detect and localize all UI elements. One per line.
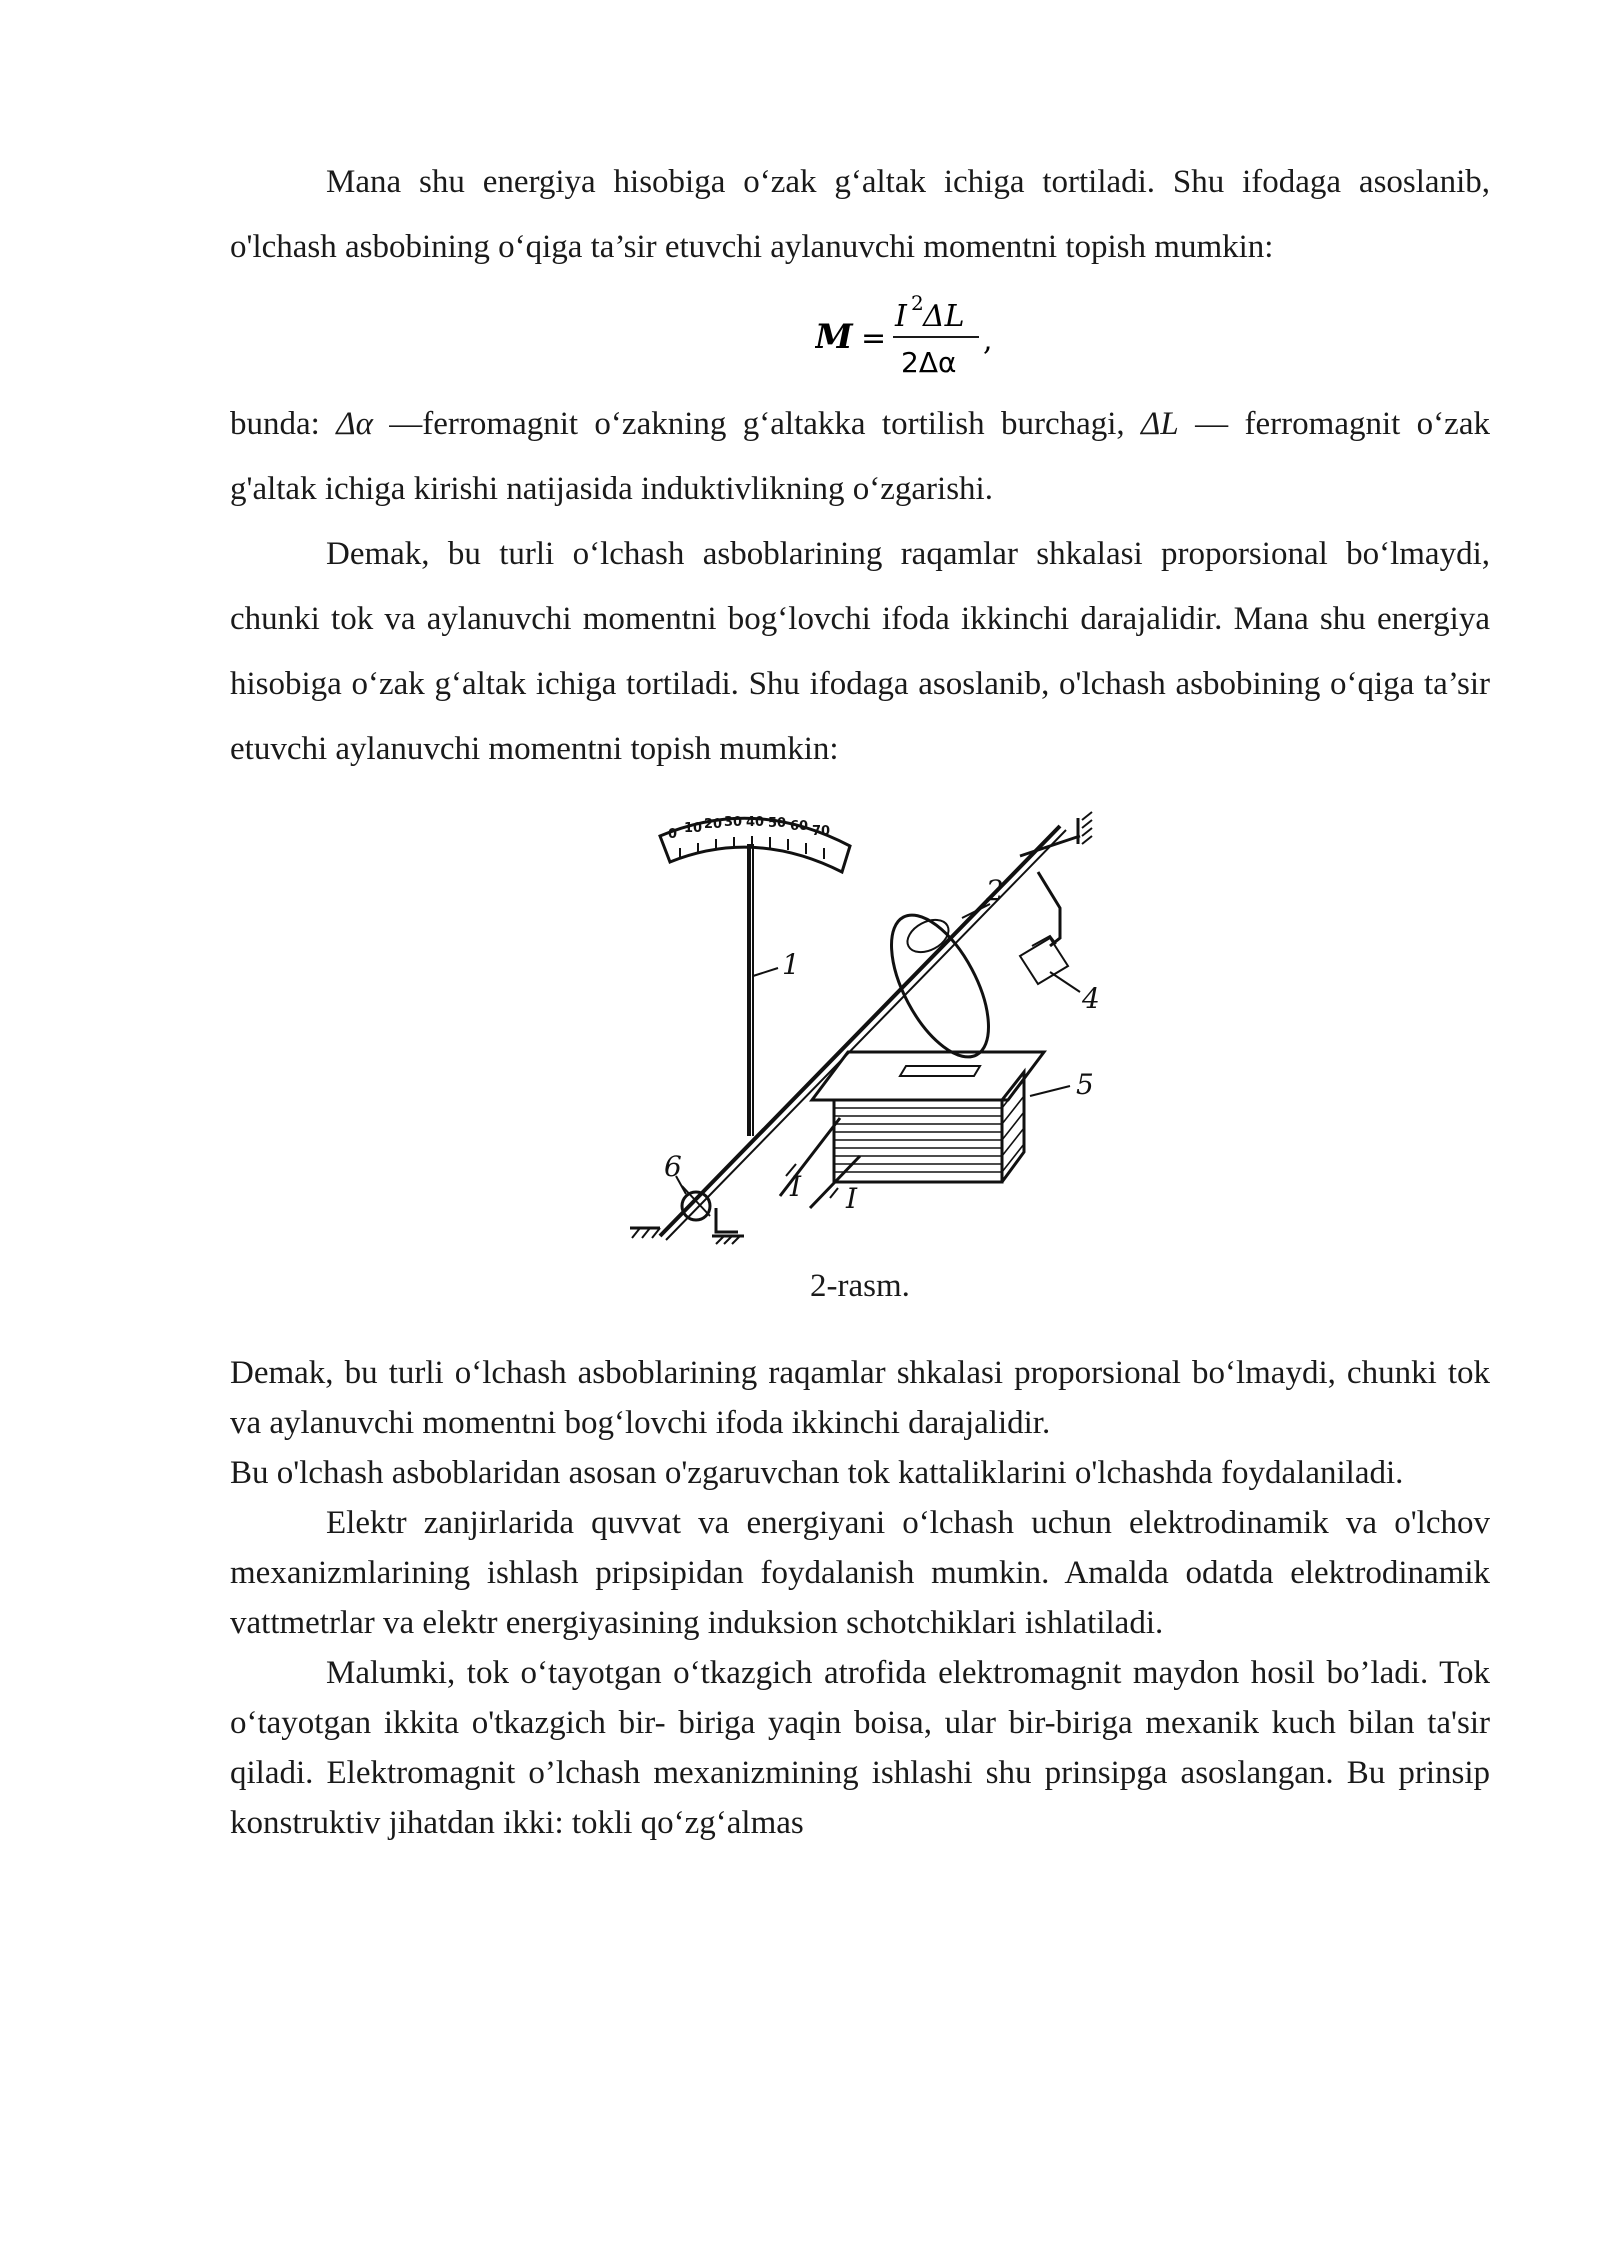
formula-num-rest: ΔL — [923, 299, 965, 334]
figure-2 — [230, 796, 1490, 1256]
electromagnetic-instrument-diagram — [620, 796, 1140, 1256]
vane-disc — [872, 900, 1009, 1072]
formula-block — [230, 280, 1490, 392]
top-ground-hatch — [1082, 812, 1092, 844]
scale-number: 60 — [790, 819, 809, 834]
scale-number: 10 — [684, 821, 703, 836]
paragraph-2 — [230, 392, 1490, 522]
delta-l-symbol: ΔL — [1141, 406, 1179, 442]
formula-lhs: M — [815, 317, 853, 357]
scale-number: 0 — [668, 827, 678, 842]
torque-formula — [815, 284, 1015, 384]
p2-mid: —ferromagnit o‘zakning g‘altakka tortilish burchagi, — [372, 406, 1142, 442]
label-vane: 2 — [986, 874, 1004, 907]
coil-body — [834, 1100, 1002, 1182]
label-coil: 5 — [1076, 1068, 1094, 1101]
paragraph-3: Demak, bu turli o‘lchash asboblarining raqamlar shkalasi proporsional bo‘lmaydi, chunki tok va aylanuvchi momentni bog‘lovchi ifoda ikkinchi darajalidir. Mana shu energiya hisobiga o‘zak g‘altak ichiga tortiladi. Shu ifodaga asoslanib, o'lchash asbobining o‘qiga ta’sir etuvchi aylanuvchi momentni topish mumkin: — [230, 536, 1490, 767]
scale-number: 70 — [812, 824, 831, 839]
label-bearing: 6 — [664, 1150, 682, 1183]
p2-suffix: — ferromagnit o‘zak g'altak ichiga kirishi natijasida induktivlikning o‘zgarishi. — [230, 406, 1490, 507]
coil-windings — [834, 1080, 1024, 1172]
scale-number: 50 — [768, 816, 787, 831]
bearing-ball — [682, 1192, 710, 1220]
formula-equals: = — [861, 321, 887, 356]
label-current-out: I — [846, 1182, 858, 1215]
scale-number: 20 — [704, 817, 723, 832]
document-page — [230, 150, 1490, 1848]
scale-number: 30 — [724, 815, 743, 830]
diagram-linework — [630, 812, 1092, 1244]
formula-trailing-comma: , — [983, 323, 993, 358]
label-current-in: I — [790, 1170, 802, 1203]
paragraph-1: Mana shu energiya hisobiga o‘zak g‘altak ichiga tortiladi. Shu ifodaga asoslanib, o'lchash asbobining o‘qiga ta’sir etuvchi aylanuvchi momentni topish mumkin: — [230, 164, 1490, 265]
formula-denominator: 2Δα — [901, 346, 957, 379]
delta-alpha-symbol: Δα — [336, 406, 373, 442]
p2-prefix: bunda: — [230, 406, 337, 442]
coil-slot — [900, 1066, 980, 1076]
figure-caption: 2-rasm. — [810, 1268, 910, 1304]
scale-number: 40 — [746, 815, 765, 830]
damper-box — [1020, 938, 1068, 984]
paragraph-5: Bu o'lchash asboblaridan asosan o'zgaruvchan tok kattaliklarini o'lchashda foydalaniladi. — [230, 1455, 1404, 1491]
label-damper: 4 — [1082, 982, 1100, 1015]
label-pointer: 1 — [782, 948, 800, 981]
paragraph-6: Elektr zanjirlarida quvvat va energiyani o‘lchash uchun elektrodinamik va o'lchov mexanizmlarining ishlash pripsipidan foydalanish mumkin. Amalda odatda elektrodinamik vattmetrlar va elektr energiyasining induksion schotchiklari ishlatiladi. — [230, 1505, 1490, 1641]
paragraph-7: Malumki, tok o‘tayotgan o‘tkazgich atrofida elektromagnit maydon hosil bo’ladi. Tok o‘tayotgan ikkita o'tkazgich bir- biriga yaqin boisa, ular bir-biriga mexanik kuch bilan ta'sir qiladi. Elektromagnit o’lchash mexanizmining ishlashi shu prinsipga asoslangan. Bu prinsip konstruktiv jihatdan ikki: tokli qo‘zg‘almas — [230, 1655, 1490, 1841]
scale-numbers — [668, 815, 830, 842]
formula-num-i: I — [895, 299, 907, 334]
paragraph-4: Demak, bu turli o‘lchash asboblarining raqamlar shkalasi proporsional bo‘lmaydi, chunki tok va aylanuvchi momentni bog‘lovchi ifoda ikkinchi darajalidir. — [230, 1355, 1490, 1441]
formula-num-sup: 2 — [911, 291, 924, 315]
